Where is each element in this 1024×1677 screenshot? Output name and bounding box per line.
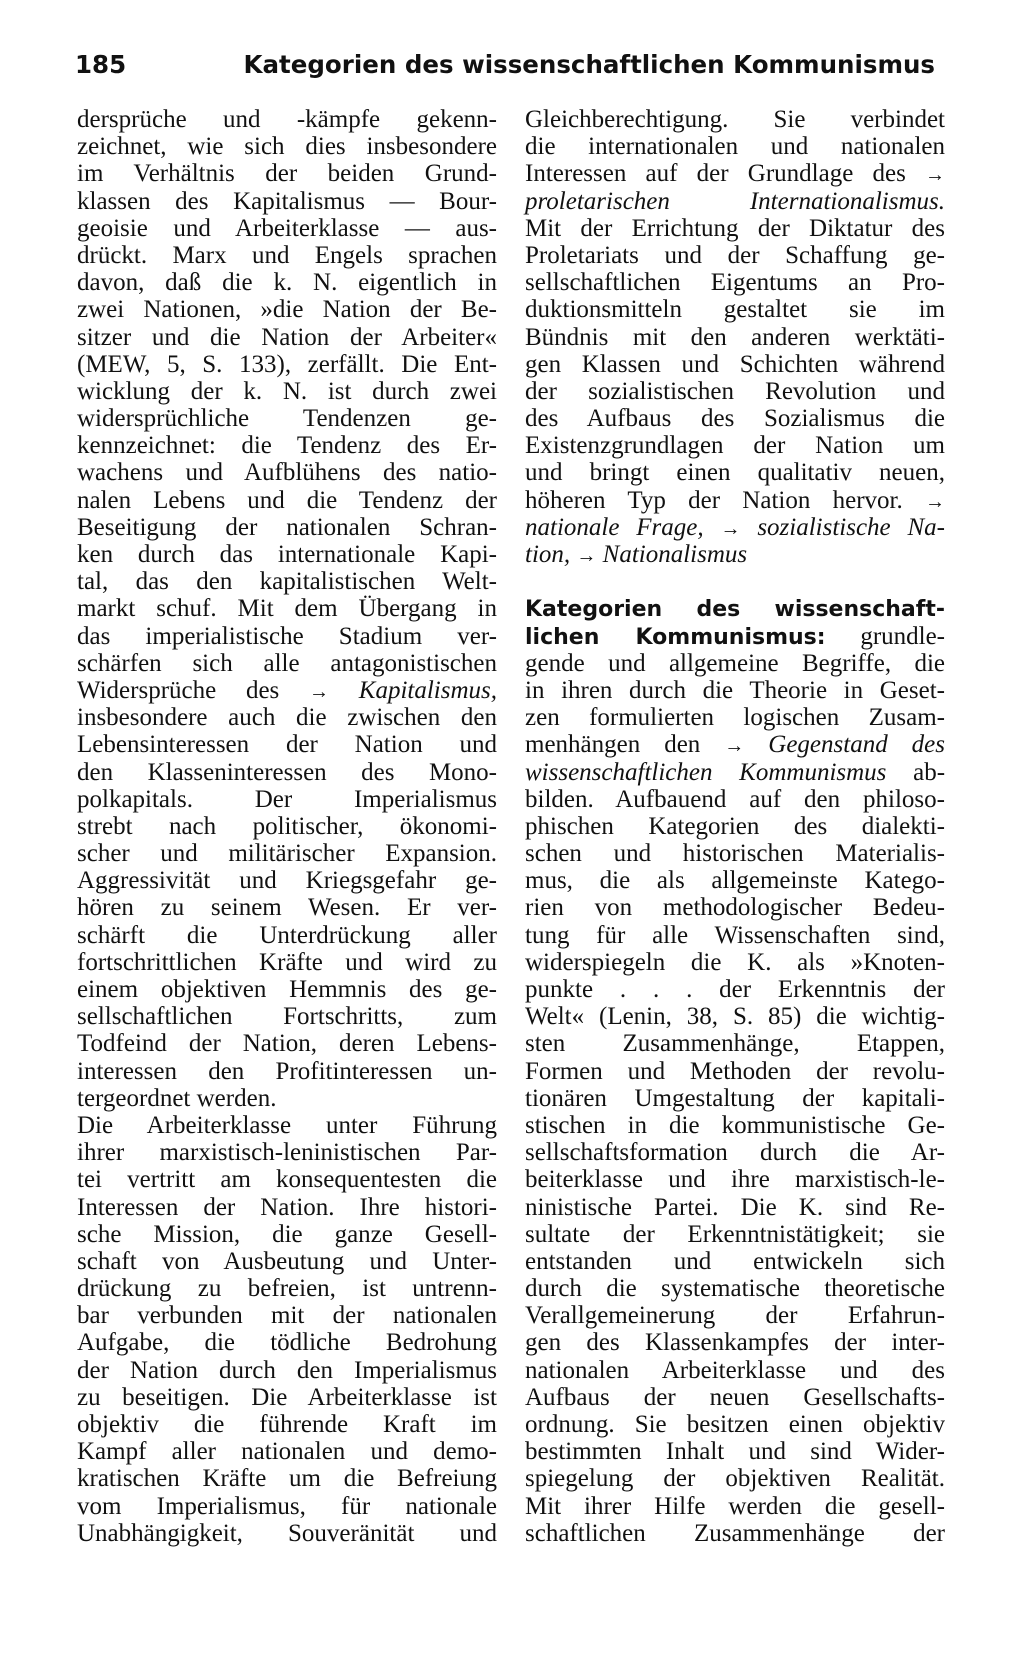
- text-line: ninistische Partei. Die K. sind Re-: [525, 1193, 945, 1221]
- text-line: Aufbaus der neuen Gesellschafts-: [525, 1383, 945, 1411]
- text-line: Interessen der Nation. Ihre histori-: [77, 1193, 497, 1221]
- entry-headword: Kategorien des wissenschaft-: [525, 597, 945, 623]
- crossref-arrow-icon: →: [925, 490, 945, 513]
- entry-headword: lichen Kommunismus:: [525, 624, 826, 650]
- text-line: kratischen Kräfte um die Befreiung: [77, 1465, 497, 1493]
- entry-headword-line: [525, 623, 945, 650]
- text-line: zwei Nationen, »die Nation der Be-: [77, 296, 497, 324]
- page-number: 185: [75, 50, 127, 79]
- text-line: tionären Umgestaltung der kapitali-: [525, 1084, 945, 1112]
- text-line: zu beseitigen. Die Arbeiterklasse ist: [77, 1383, 497, 1411]
- text-line: bar verbunden mit der nationalen: [77, 1302, 497, 1330]
- text-line: spiegelung der objektiven Realität.: [525, 1465, 945, 1493]
- text-line: Formen und Methoden der revolu-: [525, 1057, 945, 1085]
- text-line: Mit ihrer Hilfe werden die gesell-: [525, 1492, 945, 1520]
- text-line: sche Mission, die ganze Gesell-: [77, 1220, 497, 1248]
- text-line: drückt. Marx und Engels sprachen: [77, 241, 497, 269]
- crossref-link[interactable]: tion,: [525, 541, 571, 568]
- text-line: ihrer marxistisch-leninistischen Par-: [77, 1139, 497, 1167]
- text-line: des Aufbaus des Sozialismus die: [525, 405, 945, 433]
- text-line: gen Klassen und Schichten während: [525, 350, 945, 378]
- text-line: bilden. Aufbauend auf den philoso-: [525, 785, 945, 813]
- text-line: einem objektiven Hemmnis des ge-: [77, 976, 497, 1003]
- text-line: Mit der Errichtung der Diktatur des: [525, 214, 945, 242]
- text-line: und bringt einen qualitativ neuen,: [525, 459, 945, 487]
- text-line: Unabhängigkeit, Souveränität und: [77, 1519, 497, 1547]
- text-line: sitzer und die Nation der Arbeiter«: [77, 323, 497, 351]
- text-line: sellschaftsformation durch die Ar-: [525, 1139, 945, 1167]
- text-line: markt schuf. Mit dem Übergang in: [77, 595, 497, 623]
- text-line: tergeordnet werden.: [77, 1084, 277, 1112]
- text-line: Aufgabe, die tödliche Bedrohung: [77, 1329, 497, 1357]
- text-line: der Nation durch den Imperialismus: [77, 1356, 497, 1384]
- text-line: sultate der Erkenntnistätigkeit; sie: [525, 1220, 945, 1248]
- crossref-arrow-icon: →: [720, 517, 741, 540]
- text-line: das imperialistische Stadium ver-: [77, 622, 497, 650]
- text-line: gende und allgemeine Begriffe, die: [525, 649, 945, 677]
- text-line: polkapitals. Der Imperialismus: [77, 785, 497, 813]
- text-line-crossref: [77, 677, 497, 704]
- crossref-link[interactable]: proletarischen Internationalismus.: [525, 187, 945, 215]
- text-line: Bündnis mit den anderen werktäti-: [525, 323, 945, 351]
- text-line: schaftlichen Zusammenhänge der: [525, 1519, 945, 1547]
- text-line: in ihren durch die Theorie in Geset-: [525, 676, 945, 704]
- text-line: tei vertritt am konsequentesten die: [77, 1166, 497, 1194]
- paragraph-gap: [525, 568, 945, 595]
- text-line: Existenzgrundlagen der Nation um: [525, 432, 945, 460]
- text-line: zen formulierten logischen Zusam-: [525, 704, 945, 732]
- text-line: Kampf aller nationalen und demo-: [77, 1438, 497, 1466]
- text-line: im Verhältnis der beiden Grund-: [77, 160, 497, 188]
- right-column: [525, 106, 945, 1547]
- text-line-crossref: [525, 759, 945, 786]
- text-line: Beseitigung der nationalen Schran-: [77, 513, 497, 541]
- text-line: Todfeind der Nation, deren Lebens-: [77, 1030, 497, 1058]
- text-line: dersprüche und -kämpfe gekenn-: [77, 106, 497, 133]
- text-line: Verallgemeinerung der Erfahrun-: [525, 1302, 945, 1330]
- text-line: sellschaftlichen Eigentums an Pro-: [525, 269, 945, 297]
- text-line: nalen Lebens und die Tendenz der: [77, 486, 497, 514]
- text-fragment: höheren Typ der Nation hervor.: [525, 486, 903, 514]
- entry-headword-line: [525, 595, 945, 622]
- text-line: tal, das den kapitalistischen Welt-: [77, 568, 497, 596]
- text-fragment: Widersprüche des: [77, 676, 280, 704]
- crossref-link[interactable]: Kapitalismus,: [358, 676, 498, 704]
- crossref-arrow-icon: →: [309, 680, 330, 703]
- text-line: fortschrittlichen Kräfte und wird zu: [77, 948, 497, 976]
- crossref-arrow-icon: →: [925, 164, 946, 187]
- text-line: mus, die als allgemeinste Katego-: [525, 867, 945, 895]
- text-line-crossref: [525, 731, 945, 758]
- text-line: klassen des Kapitalismus — Bour-: [77, 187, 497, 215]
- text-line: widerspiegeln die K. als »Knoten-: [525, 948, 945, 976]
- text-line: bestimmten Inhalt und sind Wider-: [525, 1438, 945, 1466]
- text-fragment: ab-: [913, 758, 946, 786]
- text-line-crossref: [525, 541, 945, 568]
- left-column: [77, 106, 497, 1547]
- text-line: insbesondere auch die zwischen den: [77, 704, 497, 732]
- text-line: Aggressivität und Kriegsgefahr ge-: [77, 867, 497, 895]
- text-line: ordnung. Sie besitzen einen objektiv: [525, 1411, 945, 1438]
- text-line-crossref: [525, 514, 945, 541]
- crossref-arrow-icon: →: [576, 545, 597, 567]
- page-header: [75, 50, 935, 90]
- text-line: ken durch das internationale Kapi-: [77, 541, 497, 568]
- text-line: wicklung der k. N. ist durch zwei: [77, 377, 497, 405]
- text-line: schen und historischen Materialis-: [525, 840, 945, 868]
- text-line: beiterklasse und ihre marxistisch-le-: [525, 1166, 945, 1194]
- text-line: duktionsmitteln gestaltet sie im: [525, 296, 945, 324]
- text-line: der sozialistischen Revolution und: [525, 377, 945, 405]
- text-line: punkte . . . der Erkenntnis der: [525, 976, 945, 1003]
- text-line: drückung zu befreien, ist untrenn-: [77, 1275, 497, 1303]
- crossref-link[interactable]: Gegenstand des: [768, 731, 946, 759]
- crossref-link[interactable]: sozialistische Na-: [757, 513, 945, 541]
- text-line: gen des Klassenkampfes der inter-: [525, 1329, 945, 1357]
- text-line: Lebensinteressen der Nation und: [77, 731, 497, 759]
- text-line: strebt nach politischer, ökonomi-: [77, 812, 497, 840]
- text-fragment: menhängen den: [525, 731, 701, 759]
- text-fragment: Interessen auf der Grundlage des: [525, 160, 906, 188]
- text-line: schärft die Unterdrückung aller: [77, 921, 497, 949]
- text-line-crossref: [525, 188, 945, 215]
- text-line: Gleichberechtigung. Sie verbindet: [525, 106, 945, 133]
- text-line: hören zu seinem Wesen. Er ver-: [77, 894, 497, 922]
- text-line: widersprüchliche Tendenzen ge-: [77, 405, 497, 433]
- text-fragment: grundle-: [860, 622, 946, 650]
- text-line: interessen den Profitinteressen un-: [77, 1057, 497, 1085]
- text-line: Proletariats und der Schaffung ge-: [525, 241, 945, 269]
- text-line: davon, daß die k. N. eigentlich in: [77, 269, 497, 297]
- crossref-arrow-icon: →: [724, 735, 745, 758]
- text-line: nationalen Arbeiterklasse und des: [525, 1356, 945, 1384]
- text-line: tung für alle Wissenschaften sind,: [525, 921, 945, 949]
- running-head: Kategorien des wissenschaftlichen Kommunismus: [243, 50, 935, 79]
- text-line: durch die systematische theoretische: [525, 1275, 945, 1303]
- text-line: schaft von Ausbeutung und Unter-: [77, 1247, 497, 1275]
- text-line: rien von methodologischer Bedeu-: [525, 894, 945, 922]
- text-line: geoisie und Arbeiterklasse — aus-: [77, 214, 497, 242]
- text-line: phischen Kategorien des dialekti-: [525, 812, 945, 840]
- crossref-link[interactable]: Nationalismus: [602, 541, 748, 568]
- text-line: entstanden und entwickeln sich: [525, 1247, 945, 1275]
- text-line: die internationalen und nationalen: [525, 133, 945, 161]
- text-line: Die Arbeiterklasse unter Führung: [77, 1111, 497, 1139]
- text-line: kennzeichnet: die Tendenz des Er-: [77, 432, 497, 460]
- text-line: sellschaftlichen Fortschritts, zum: [77, 1003, 497, 1031]
- text-line: (MEW, 5, S. 133), zerfällt. Die Ent-: [77, 350, 497, 378]
- crossref-link[interactable]: nationale Frage,: [525, 513, 704, 541]
- text-line: stischen in die kommunistische Ge-: [525, 1111, 945, 1139]
- text-line: zeichnet, wie sich dies insbesondere: [77, 133, 497, 161]
- text-line: den Klasseninteressen des Mono-: [77, 758, 497, 786]
- text-line: schärfen sich alle antagonistischen: [77, 649, 497, 677]
- text-line-crossref: [525, 160, 945, 187]
- text-line: objektiv die führende Kraft im: [77, 1411, 497, 1438]
- text-line: Welt« (Lenin, 38, S. 85) die wichtig-: [525, 1003, 945, 1031]
- text-line: vom Imperialismus, für nationale: [77, 1492, 497, 1520]
- crossref-link[interactable]: wissenschaftlichen Kommunismus: [525, 758, 887, 786]
- text-line: sten Zusammenhänge, Etappen,: [525, 1030, 945, 1058]
- text-line: wachens und Aufblühens des natio-: [77, 459, 497, 487]
- text-line-crossref: [525, 487, 945, 514]
- text-line: scher und militärischer Expansion.: [77, 840, 497, 868]
